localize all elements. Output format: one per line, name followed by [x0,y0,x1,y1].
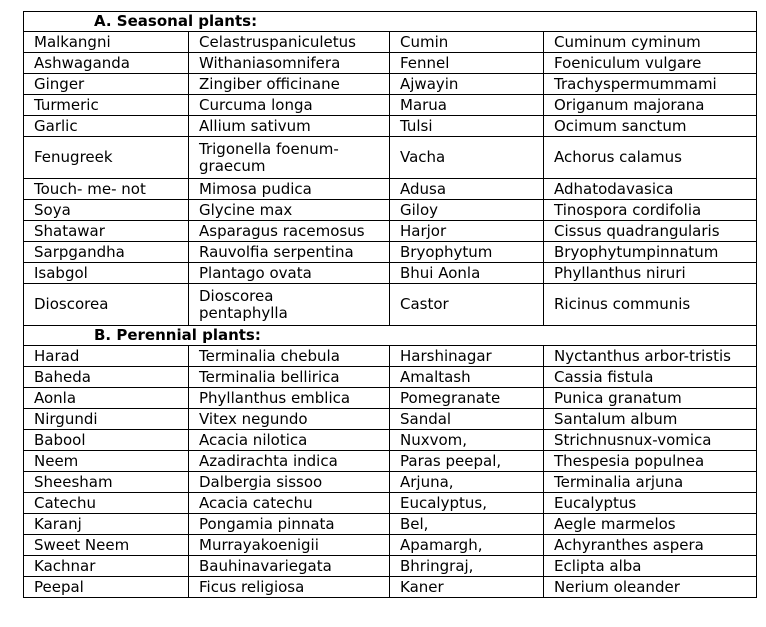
common-name-cell: Paras peepal, [390,451,544,472]
table-row [24,263,757,284]
common-name-cell: Harshinagar [390,346,544,367]
common-name-cell: Tulsi [390,116,544,137]
common-name-cell: Sandal [390,409,544,430]
table-row [24,472,757,493]
botanical-name-cell: Phyllanthus niruri [544,263,757,284]
common-name-cell: Apamargh, [390,535,544,556]
botanical-name-cell: Asparagus racemosus [189,221,390,242]
common-name-cell: Ashwaganda [24,53,189,74]
botanical-name-cell: Achorus calamus [544,137,757,179]
common-name-cell: Neem [24,451,189,472]
common-name-cell: Shatawar [24,221,189,242]
common-name-cell: Eucalyptus, [390,493,544,514]
plants-table-body [24,12,757,598]
botanical-name-cell: Thespesia populnea [544,451,757,472]
botanical-name-cell: Curcuma longa [189,95,390,116]
common-name-cell: Adusa [390,179,544,200]
common-name-cell: Kachnar [24,556,189,577]
botanical-name-cell [189,284,390,326]
botanical-name-cell: Vitex negundo [189,409,390,430]
botanical-name-cell: Origanum majorana [544,95,757,116]
botanical-name-cell: Bryophytumpinnatum [544,242,757,263]
botanical-name-cell: Terminalia chebula [189,346,390,367]
table-row [24,95,757,116]
perennial-plants-heading-row [24,326,757,346]
botanical-name-cell: Aegle marmelos [544,514,757,535]
table-row [24,577,757,598]
table-row [24,367,757,388]
table-row [24,74,757,95]
common-name-cell: Castor [390,284,544,326]
botanical-name-cell: Allium sativum [189,116,390,137]
botanical-name-cell: Punica granatum [544,388,757,409]
botanical-name-cell: Acacia catechu [189,493,390,514]
common-name-cell: Vacha [390,137,544,179]
section-heading: A. Seasonal plants: [24,12,757,32]
botanical-name-cell: Acacia nilotica [189,430,390,451]
botanical-name-cell: Withaniasomnifera [189,53,390,74]
botanical-name-cell: Pongamia pinnata [189,514,390,535]
seasonal-plants-heading-row [24,12,757,32]
common-name-cell: Harjor [390,221,544,242]
table-row [24,137,757,179]
table-row [24,514,757,535]
table-row [24,493,757,514]
common-name-cell: Pomegranate [390,388,544,409]
botanical-name-cell: Eucalyptus [544,493,757,514]
botanical-name-cell: Cissus quadrangularis [544,221,757,242]
cell-line: Dioscorea [199,286,274,305]
botanical-name-cell: Cuminum cyminum [544,32,757,53]
common-name-cell: Bel, [390,514,544,535]
botanical-name-cell [189,137,390,179]
common-name-cell: Peepal [24,577,189,598]
botanical-name-cell: Tinospora cordifolia [544,200,757,221]
botanical-name-cell: Ficus religiosa [189,577,390,598]
common-name-cell: Cumin [390,32,544,53]
botanical-name-cell: Glycine max [189,200,390,221]
botanical-name-cell: Santalum album [544,409,757,430]
common-name-cell: Baheda [24,367,189,388]
botanical-name-cell: Trachyspermummami [544,74,757,95]
common-name-cell: Ginger [24,74,189,95]
common-name-cell: Isabgol [24,263,189,284]
cell-line: graecum [199,156,266,175]
table-row [24,430,757,451]
table-row [24,53,757,74]
table-row [24,535,757,556]
botanical-name-cell: Celastruspaniculetus [189,32,390,53]
common-name-cell: Amaltash [390,367,544,388]
table-row [24,116,757,137]
common-name-cell: Babool [24,430,189,451]
botanical-name-cell: Cassia fistula [544,367,757,388]
botanical-name-cell: Zingiber officinane [189,74,390,95]
cell-line: pentaphylla [199,303,288,322]
common-name-cell: Kaner [390,577,544,598]
botanical-name-cell: Foeniculum vulgare [544,53,757,74]
table-row [24,242,757,263]
table-row [24,388,757,409]
botanical-name-cell: Murrayakoenigii [189,535,390,556]
common-name-cell: Marua [390,95,544,116]
botanical-name-cell: Ricinus communis [544,284,757,326]
common-name-cell: Turmeric [24,95,189,116]
botanical-name-cell: Eclipta alba [544,556,757,577]
common-name-cell: Giloy [390,200,544,221]
botanical-name-cell: Ocimum sanctum [544,116,757,137]
common-name-cell: Arjuna, [390,472,544,493]
plants-table [23,11,757,598]
table-row [24,200,757,221]
botanical-name-cell: Rauvolfia serpentina [189,242,390,263]
table-row [24,284,757,326]
common-name-cell: Dioscorea [24,284,189,326]
common-name-cell: Bhringraj, [390,556,544,577]
table-row [24,556,757,577]
botanical-name-cell: Terminalia bellirica [189,367,390,388]
common-name-cell: Malkangni [24,32,189,53]
common-name-cell: Bhui Aonla [390,263,544,284]
table-row [24,346,757,367]
common-name-cell: Nuxvom, [390,430,544,451]
botanical-name-cell: Mimosa pudica [189,179,390,200]
botanical-name-cell: Nerium oleander [544,577,757,598]
cell-line: Trigonella foenum- [199,139,339,158]
common-name-cell: Garlic [24,116,189,137]
common-name-cell: Harad [24,346,189,367]
common-name-cell: Fenugreek [24,137,189,179]
common-name-cell: Aonla [24,388,189,409]
table-row [24,221,757,242]
section-heading: B. Perennial plants: [24,326,757,346]
common-name-cell: Touch- me- not [24,179,189,200]
table-row [24,451,757,472]
botanical-name-cell: Nyctanthus arbor-tristis [544,346,757,367]
common-name-cell: Ajwayin [390,74,544,95]
table-row [24,179,757,200]
botanical-name-cell: Terminalia arjuna [544,472,757,493]
table-row [24,409,757,430]
common-name-cell: Karanj [24,514,189,535]
common-name-cell: Catechu [24,493,189,514]
common-name-cell: Soya [24,200,189,221]
common-name-cell: Nirgundi [24,409,189,430]
botanical-name-cell: Strichnusnux-vomica [544,430,757,451]
botanical-name-cell: Phyllanthus emblica [189,388,390,409]
common-name-cell: Sheesham [24,472,189,493]
botanical-name-cell: Achyranthes aspera [544,535,757,556]
botanical-name-cell: Adhatodavasica [544,179,757,200]
common-name-cell: Fennel [390,53,544,74]
table-row [24,32,757,53]
common-name-cell: Sweet Neem [24,535,189,556]
common-name-cell: Sarpgandha [24,242,189,263]
botanical-name-cell: Azadirachta indica [189,451,390,472]
common-name-cell: Bryophytum [390,242,544,263]
botanical-name-cell: Bauhinavariegata [189,556,390,577]
botanical-name-cell: Plantago ovata [189,263,390,284]
botanical-name-cell: Dalbergia sissoo [189,472,390,493]
